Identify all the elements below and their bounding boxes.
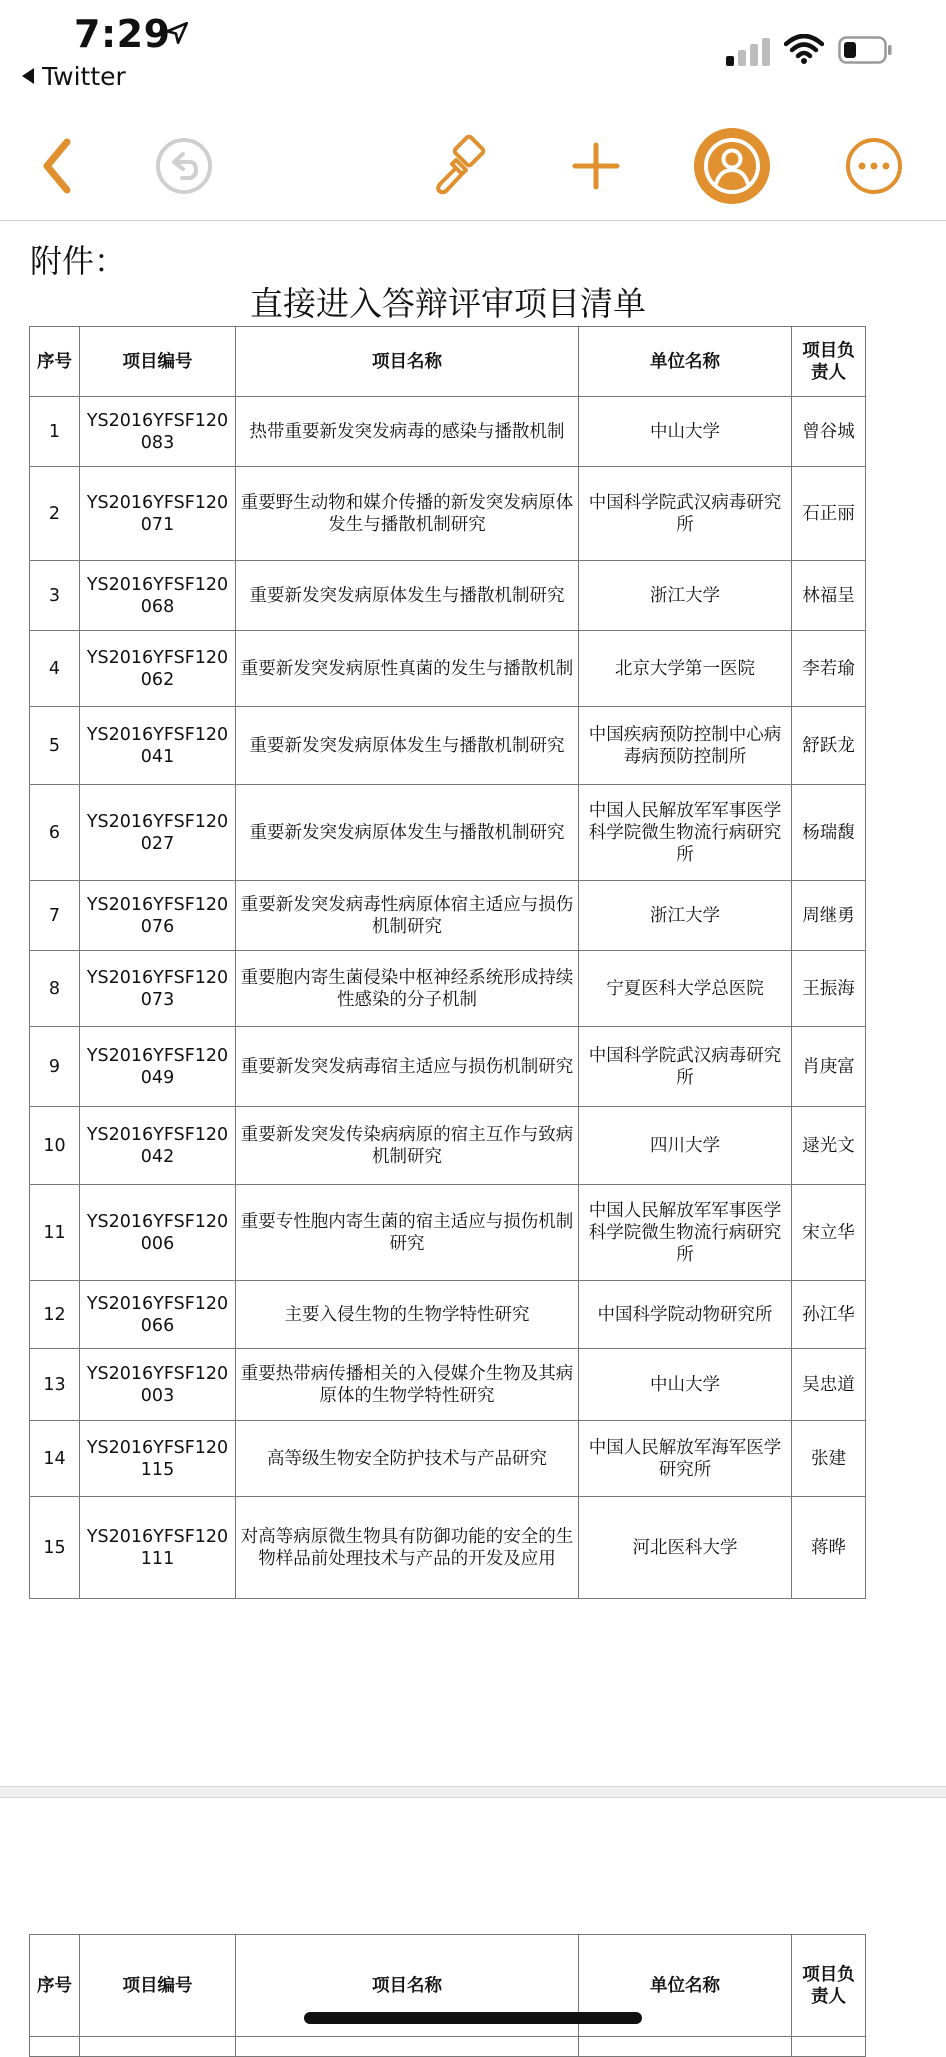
cell-name: 重要热带病传播相关的入侵媒介生物及其病原体的生物学特性研究	[236, 1349, 579, 1421]
cell-org: 中国疾病预防控制中心病毒病预防控制所	[579, 707, 792, 785]
project-table-continued	[29, 1934, 866, 2057]
cell-no: 7	[30, 881, 80, 951]
page-break	[0, 1786, 946, 1798]
cell-lead: 杨瑞馥	[792, 785, 866, 881]
cell-lead: 周继勇	[792, 881, 866, 951]
table-row-partial	[30, 2037, 866, 2057]
back-to-app-link[interactable]	[22, 62, 126, 91]
cell-name: 重要新发突发病毒宿主适应与损伤机制研究	[236, 1027, 579, 1107]
cell-name: 主要入侵生物的生物学特性研究	[236, 1281, 579, 1349]
cell-org: 中国科学院武汉病毒研究所	[579, 1027, 792, 1107]
attachment-label: 附件：	[30, 242, 127, 280]
plus-icon	[571, 141, 621, 191]
cell-no: 5	[30, 707, 80, 785]
cell-org: 中国人民解放军海军医学研究所	[579, 1421, 792, 1497]
more-button[interactable]	[836, 128, 912, 204]
undo-icon	[155, 137, 213, 195]
cell-code: YS2016YFSF120027	[80, 785, 236, 881]
cell-name: 对高等病原微生物具有防御功能的安全的生物样品前处理技术与产品的开发及应用	[236, 1497, 579, 1599]
format-brush-button[interactable]	[422, 128, 498, 204]
cell-name: 高等级生物安全防护技术与产品研究	[236, 1421, 579, 1497]
cell-no: 14	[30, 1421, 80, 1497]
cell-name: 重要新发突发病原体发生与播散机制研究	[236, 707, 579, 785]
cell-lead: 舒跃龙	[792, 707, 866, 785]
table-row	[30, 785, 866, 881]
cell-org: 中国人民解放军军事医学科学院微生物流行病研究所	[579, 1185, 792, 1281]
cell-lead: 林福呈	[792, 561, 866, 631]
back-button[interactable]	[20, 128, 96, 204]
cell-org: 河北医科大学	[579, 1497, 792, 1599]
cell-name: 热带重要新发突发病毒的感染与播散机制	[236, 397, 579, 467]
cell-no: 10	[30, 1107, 80, 1185]
header-code: 项目编号	[80, 1935, 236, 2037]
cell-lead: 肖庚富	[792, 1027, 866, 1107]
cellular-signal-icon	[726, 36, 772, 66]
header-name: 项目名称	[236, 327, 579, 397]
cell-code: YS2016YFSF120068	[80, 561, 236, 631]
cell-name: 重要新发突发病原体发生与播散机制研究	[236, 561, 579, 631]
wifi-icon	[784, 34, 824, 64]
cell-no: 9	[30, 1027, 80, 1107]
cell-no: 1	[30, 397, 80, 467]
cell-org: 中国科学院武汉病毒研究所	[579, 467, 792, 561]
home-indicator[interactable]	[304, 2012, 642, 2024]
cell-code: YS2016YFSF120041	[80, 707, 236, 785]
cell-no: 8	[30, 951, 80, 1027]
cell-name: 重要新发突发病毒性病原体宿主适应与损伤机制研究	[236, 881, 579, 951]
cell-no: 15	[30, 1497, 80, 1599]
cell-code: YS2016YFSF120042	[80, 1107, 236, 1185]
table-header-row	[30, 327, 866, 397]
cell-code: YS2016YFSF120003	[80, 1349, 236, 1421]
header-no: 序号	[30, 1935, 80, 2037]
table-row	[30, 1107, 866, 1185]
status-bar	[0, 0, 946, 100]
table-row	[30, 951, 866, 1027]
cell-code: YS2016YFSF120049	[80, 1027, 236, 1107]
cell-name: 重要新发突发病原体发生与播散机制研究	[236, 785, 579, 881]
header-lead: 项目负责人	[792, 1935, 866, 2037]
cell-org: 中山大学	[579, 397, 792, 467]
cell-lead: 孙江华	[792, 1281, 866, 1349]
cell-org: 中山大学	[579, 1349, 792, 1421]
cell-no: 4	[30, 631, 80, 707]
location-arrow-icon	[164, 20, 190, 46]
cell-org: 浙江大学	[579, 881, 792, 951]
cell-name: 重要野生动物和媒介传播的新发突发病原体发生与播散机制研究	[236, 467, 579, 561]
undo-button[interactable]	[146, 128, 222, 204]
cell-code: YS2016YFSF120062	[80, 631, 236, 707]
add-button[interactable]	[558, 128, 634, 204]
cell-code: YS2016YFSF120076	[80, 881, 236, 951]
cell-code: YS2016YFSF120071	[80, 467, 236, 561]
cell-org: 宁夏医科大学总医院	[579, 951, 792, 1027]
cell-code: YS2016YFSF120073	[80, 951, 236, 1027]
header-no: 序号	[30, 327, 80, 397]
editor-toolbar	[0, 110, 946, 221]
table-row	[30, 1281, 866, 1349]
more-icon	[845, 137, 903, 195]
cell-lead: 曾谷城	[792, 397, 866, 467]
cell-lead: 石正丽	[792, 467, 866, 561]
table-row	[30, 467, 866, 561]
cell-code: YS2016YFSF120083	[80, 397, 236, 467]
document-title: 直接进入答辩评审项目清单	[250, 284, 646, 323]
header-name: 项目名称	[236, 1935, 579, 2037]
battery-icon	[838, 36, 892, 64]
cell-no: 6	[30, 785, 80, 881]
cell-no: 11	[30, 1185, 80, 1281]
table-row	[30, 1421, 866, 1497]
cell-lead: 蒋晔	[792, 1497, 866, 1599]
table-row	[30, 707, 866, 785]
table-row	[30, 561, 866, 631]
cell-lead: 宋立华	[792, 1185, 866, 1281]
cell-org: 中国科学院动物研究所	[579, 1281, 792, 1349]
table-row	[30, 1027, 866, 1107]
cell-org: 浙江大学	[579, 561, 792, 631]
cell-lead: 王振海	[792, 951, 866, 1027]
table-row	[30, 881, 866, 951]
cell-code: YS2016YFSF120115	[80, 1421, 236, 1497]
back-triangle-icon	[22, 68, 34, 84]
cell-lead: 吴忠道	[792, 1349, 866, 1421]
table-row	[30, 1185, 866, 1281]
cell-no: 12	[30, 1281, 80, 1349]
cell-name: 重要专性胞内寄生菌的宿主适应与损伤机制研究	[236, 1185, 579, 1281]
cell-org: 北京大学第一医院	[579, 631, 792, 707]
header-code: 项目编号	[80, 327, 236, 397]
cell-lead: 张建	[792, 1421, 866, 1497]
status-time: 7:29	[74, 12, 171, 56]
collaborate-button[interactable]	[694, 128, 770, 204]
cell-code: YS2016YFSF120006	[80, 1185, 236, 1281]
header-org: 单位名称	[579, 327, 792, 397]
header-lead: 项目负责人	[792, 327, 866, 397]
person-icon	[694, 128, 770, 204]
cell-lead: 李若瑜	[792, 631, 866, 707]
cell-code: YS2016YFSF120066	[80, 1281, 236, 1349]
cell-org: 中国人民解放军军事医学科学院微生物流行病研究所	[579, 785, 792, 881]
cell-name: 重要新发突发传染病病原的宿主互作与致病机制研究	[236, 1107, 579, 1185]
cell-no: 2	[30, 467, 80, 561]
table-row	[30, 397, 866, 467]
project-table	[29, 326, 866, 1599]
cell-code: YS2016YFSF120111	[80, 1497, 236, 1599]
cell-no: 13	[30, 1349, 80, 1421]
paintbrush-icon	[428, 134, 492, 198]
table-row	[30, 1497, 866, 1599]
table-row	[30, 631, 866, 707]
back-app-label: Twitter	[42, 62, 126, 91]
back-chevron-icon	[33, 136, 83, 196]
cell-org: 四川大学	[579, 1107, 792, 1185]
cell-no: 3	[30, 561, 80, 631]
cell-name: 重要新发突发病原性真菌的发生与播散机制	[236, 631, 579, 707]
cell-name: 重要胞内寄生菌侵染中枢神经系统形成持续性感染的分子机制	[236, 951, 579, 1027]
table-row	[30, 1349, 866, 1421]
header-org: 单位名称	[579, 1935, 792, 2037]
cell-lead: 逯光文	[792, 1107, 866, 1185]
